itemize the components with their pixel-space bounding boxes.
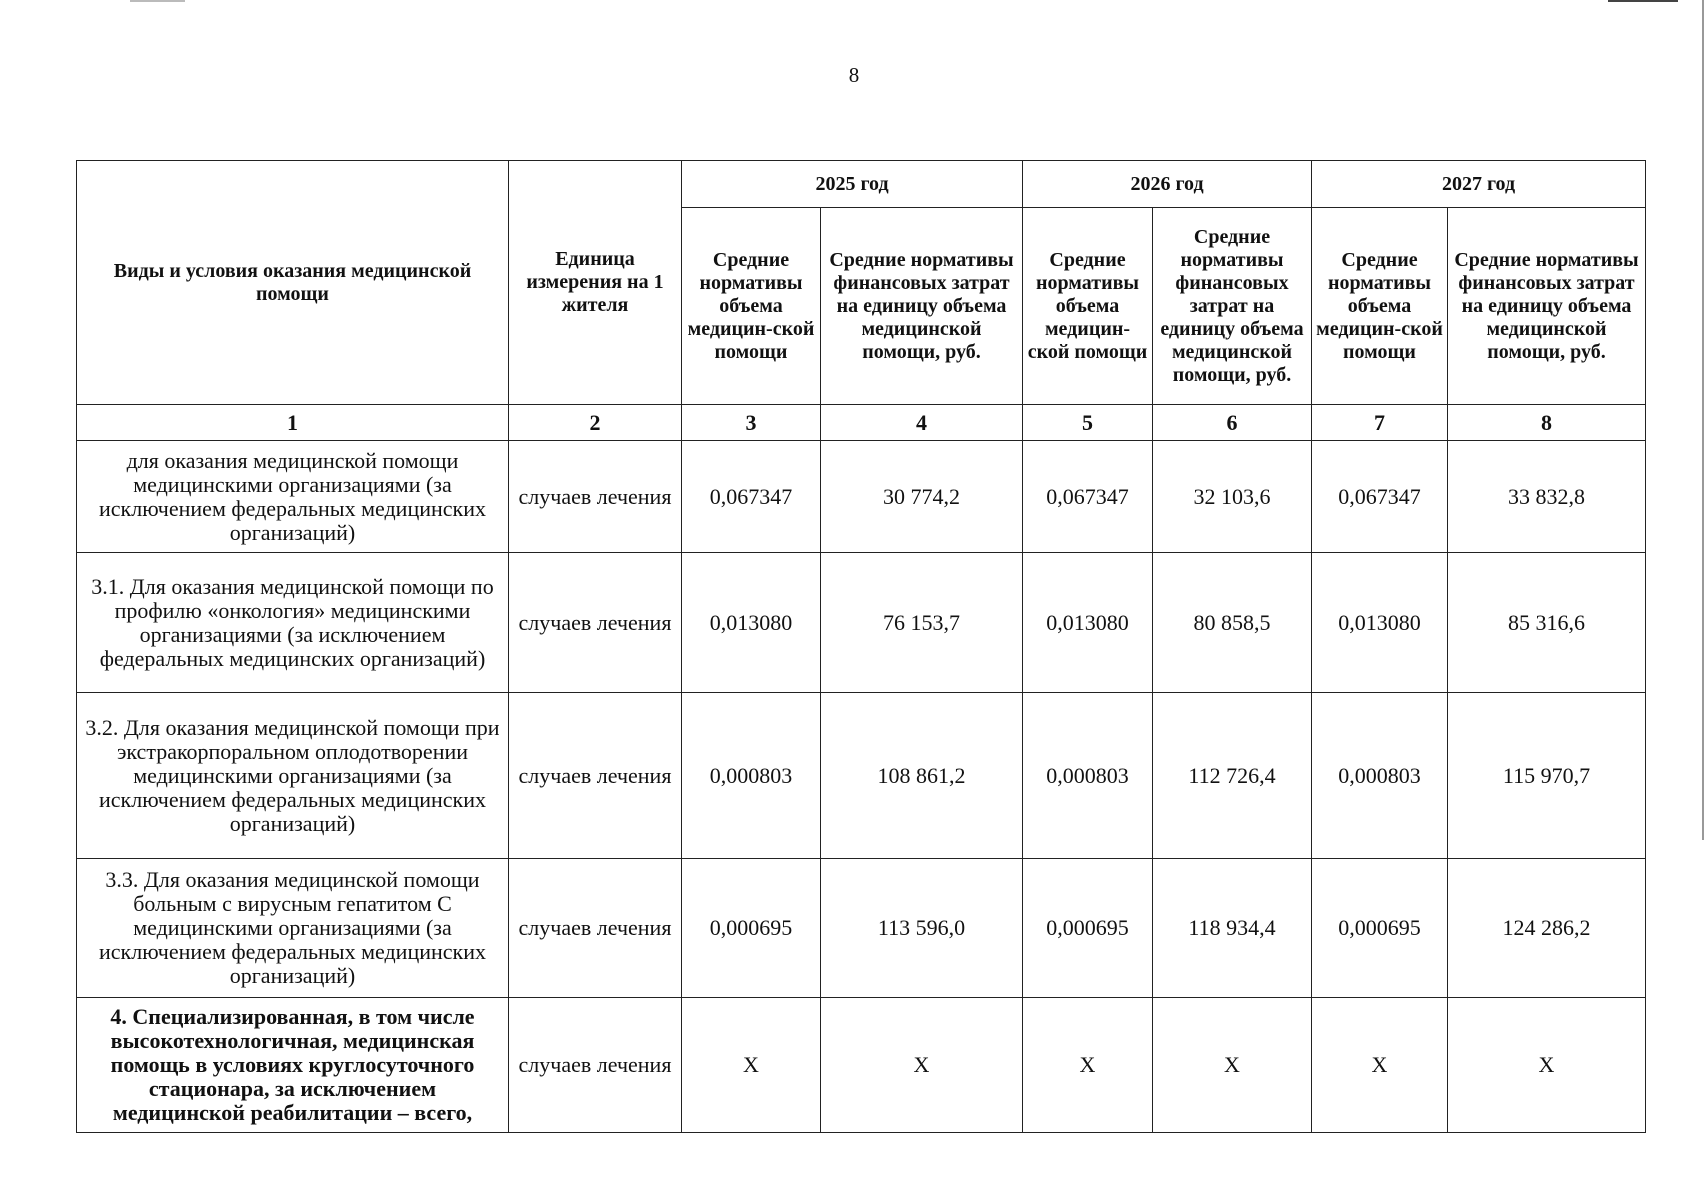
row-value: 85 316,6 bbox=[1448, 553, 1646, 693]
header-unit: Единица измерения на 1 жителя bbox=[509, 161, 682, 405]
row-value: 0,013080 bbox=[682, 553, 821, 693]
row-value: Х bbox=[1312, 998, 1448, 1133]
row-value: 0,067347 bbox=[1023, 441, 1153, 553]
row-value: 0,013080 bbox=[1312, 553, 1448, 693]
row-value: Х bbox=[821, 998, 1023, 1133]
column-number-row bbox=[77, 405, 1646, 441]
row-unit: случаев лечения bbox=[509, 859, 682, 998]
row-description: 4. Специализированная, в том числе высокотехнологичная, медицинская помощь в условиях круглосуточного стационара, за исключением медицинской реабилитации – всего, bbox=[77, 998, 509, 1133]
column-number: 6 bbox=[1153, 405, 1312, 441]
row-value: 118 934,4 bbox=[1153, 859, 1312, 998]
row-value: 124 286,2 bbox=[1448, 859, 1646, 998]
page-number: 8 bbox=[848, 63, 860, 87]
row-value: Х bbox=[1023, 998, 1153, 1133]
row-value: 108 861,2 bbox=[821, 693, 1023, 859]
row-value: 115 970,7 bbox=[1448, 693, 1646, 859]
row-value: 0,013080 bbox=[1023, 553, 1153, 693]
row-value: 30 774,2 bbox=[821, 441, 1023, 553]
row-description: 3.1. Для оказания медицинской помощи по профилю «онкология» медицинскими организациями (за исключением федеральных медицинских организаций) bbox=[77, 553, 509, 693]
row-value: 0,000695 bbox=[682, 859, 821, 998]
table-row bbox=[77, 998, 1646, 1133]
row-value: Х bbox=[682, 998, 821, 1133]
row-value: 76 153,7 bbox=[821, 553, 1023, 693]
column-number: 3 bbox=[682, 405, 821, 441]
column-number: 4 bbox=[821, 405, 1023, 441]
row-value: 0,000695 bbox=[1023, 859, 1153, 998]
table-row bbox=[77, 553, 1646, 693]
table-row bbox=[77, 859, 1646, 998]
column-number: 7 bbox=[1312, 405, 1448, 441]
scan-mark bbox=[1608, 0, 1678, 2]
row-value: 112 726,4 bbox=[1153, 693, 1312, 859]
row-value: 0,000803 bbox=[682, 693, 821, 859]
header-row-years bbox=[77, 161, 1646, 208]
row-value: 0,067347 bbox=[682, 441, 821, 553]
row-unit: случаев лечения bbox=[509, 693, 682, 859]
column-number: 5 bbox=[1023, 405, 1153, 441]
column-number: 2 bbox=[509, 405, 682, 441]
scan-mark bbox=[130, 0, 185, 2]
column-number: 1 bbox=[77, 405, 509, 441]
row-unit: случаев лечения bbox=[509, 441, 682, 553]
row-description: 3.2. Для оказания медицинской помощи при экстракорпоральном оплодотворении медицинскими организациями (за исключением федеральных медицинских организаций) bbox=[77, 693, 509, 859]
row-unit: случаев лечения bbox=[509, 998, 682, 1133]
row-description: для оказания медицинской помощи медицинскими организациями (за исключением федеральных медицинских организаций) bbox=[77, 441, 509, 553]
norms-table bbox=[76, 160, 1646, 1133]
row-value: 0,067347 bbox=[1312, 441, 1448, 553]
row-unit: случаев лечения bbox=[509, 553, 682, 693]
header-year: 2025 год bbox=[682, 161, 1023, 208]
table-row bbox=[77, 441, 1646, 553]
header-year: 2026 год bbox=[1023, 161, 1312, 208]
row-value: 113 596,0 bbox=[821, 859, 1023, 998]
table-row bbox=[77, 693, 1646, 859]
header-volume: Средние нормативы объема медицин-ской помощи bbox=[682, 208, 821, 405]
row-value: 0,000695 bbox=[1312, 859, 1448, 998]
row-value: 0,000803 bbox=[1312, 693, 1448, 859]
row-value: 0,000803 bbox=[1023, 693, 1153, 859]
header-volume: Средние нормативы объема медицин-ской помощи bbox=[1023, 208, 1153, 405]
header-cost: Средние нормативы финансовых затрат на единицу объема медицинской помощи, руб. bbox=[821, 208, 1023, 405]
header-cost: Средние нормативы финансовых затрат на единицу объема медицинской помощи, руб. bbox=[1448, 208, 1646, 405]
row-value: 80 858,5 bbox=[1153, 553, 1312, 693]
row-value: 32 103,6 bbox=[1153, 441, 1312, 553]
header-cost: Средние нормативы финансовых затрат на единицу объема медицинской помощи, руб. bbox=[1153, 208, 1312, 405]
header-volume: Средние нормативы объема медицин-ской помощи bbox=[1312, 208, 1448, 405]
column-number: 8 bbox=[1448, 405, 1646, 441]
scan-edge bbox=[1702, 0, 1704, 840]
row-value: 33 832,8 bbox=[1448, 441, 1646, 553]
row-value: Х bbox=[1448, 998, 1646, 1133]
header-type: Виды и условия оказания медицинской помощи bbox=[77, 161, 509, 405]
row-value: Х bbox=[1153, 998, 1312, 1133]
header-year: 2027 год bbox=[1312, 161, 1646, 208]
row-description: 3.3. Для оказания медицинской помощи больным с вирусным гепатитом С медицинскими организациями (за исключением федеральных медицинских организаций) bbox=[77, 859, 509, 998]
